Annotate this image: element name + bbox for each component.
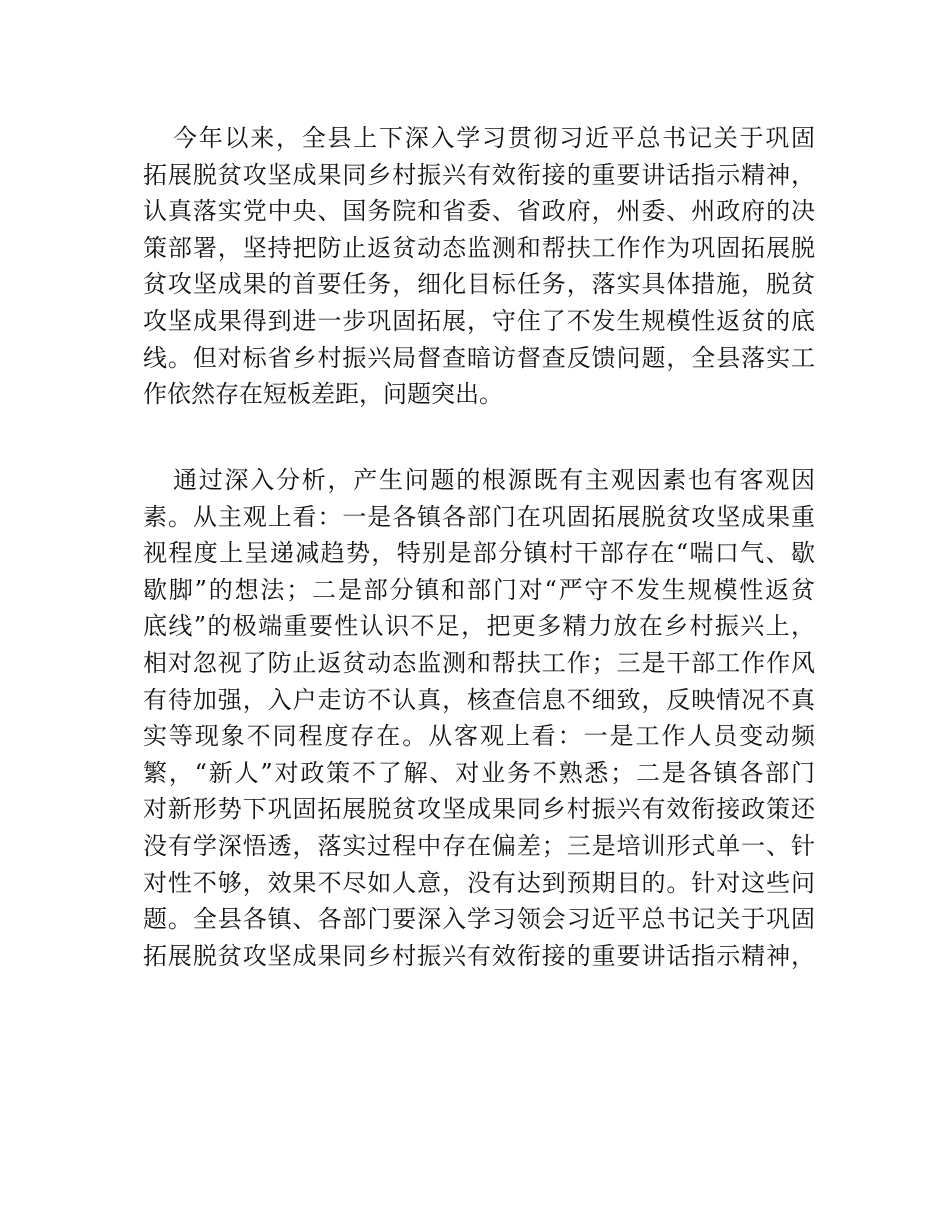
- text-line: 歇脚”的想法；二是部分镇和部门对“严守不发生规模性返贫: [143, 575, 815, 604]
- text-line: 拓展脱贫攻坚成果同乡村振兴有效衔接的重要讲话指示精神，: [143, 160, 815, 189]
- text-line: 素。从主观上看：一是各镇各部门在巩固拓展脱贫攻坚成果重: [143, 502, 815, 531]
- paragraph-2: [143, 462, 815, 974]
- paragraph-1: [143, 120, 815, 413]
- text-line: 拓展脱贫攻坚成果同乡村振兴有效衔接的重要讲话指示精神，: [143, 941, 815, 970]
- text-line: 作依然存在短板差距，问题突出。: [143, 380, 503, 409]
- text-line: 实等现象不同程度存在。从客观上看：一是工作人员变动频: [143, 722, 815, 751]
- text-line: 底线”的极端重要性认识不足，把更多精力放在乡村振兴上，: [143, 612, 815, 641]
- text-line: 今年以来，全县上下深入学习贯彻习近平总书记关于巩固: [173, 124, 815, 152]
- text-line: 认真落实党中央、国务院和省委、省政府，州委、州政府的决: [143, 197, 815, 226]
- text-line: 线。但对标省乡村振兴局督查暗访督查反馈问题，全县落实工: [143, 343, 815, 372]
- text-line: 贫攻坚成果的首要任务，细化目标任务，落实具体措施，脱贫: [143, 270, 815, 299]
- text-line: 攻坚成果得到进一步巩固拓展，守住了不发生规模性返贫的底: [143, 306, 815, 335]
- text-line: 对性不够，效果不尽如人意，没有达到预期目的。针对这些问: [143, 868, 815, 897]
- text-line: 视程度上呈递减趋势，特别是部分镇村干部存在“喘口气、歇: [143, 539, 815, 568]
- text-line: 通过深入分析，产生问题的根源既有主观因素也有客观因: [173, 466, 815, 494]
- text-line: 没有学深悟透，落实过程中存在偏差；三是培训形式单一、针: [143, 831, 815, 860]
- text-line: 有待加强，入户走访不认真，核查信息不细致，反映情况不真: [143, 685, 815, 714]
- text-line: 相对忽视了防止返贫动态监测和帮扶工作；三是干部工作作风: [143, 648, 815, 677]
- text-line: 策部署，坚持把防止返贫动态监测和帮扶工作作为巩固拓展脱: [143, 233, 815, 262]
- text-line: 对新形势下巩固拓展脱贫攻坚成果同乡村振兴有效衔接政策还: [143, 795, 815, 824]
- text-line: 题。全县各镇、各部门要深入学习领会习近平总书记关于巩固: [143, 905, 815, 934]
- text-line: 繁，“新人”对政策不了解、对业务不熟悉；二是各镇各部门: [143, 758, 815, 787]
